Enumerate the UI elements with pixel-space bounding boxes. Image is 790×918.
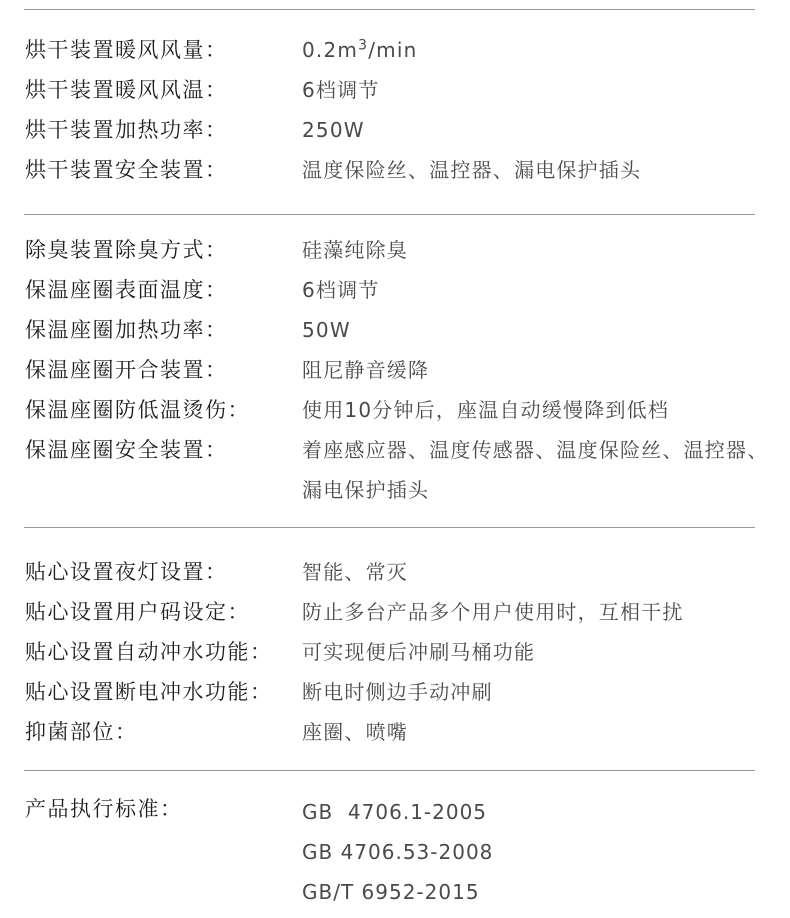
spec-row-seat-temperature xyxy=(0,270,790,310)
spec-value: 智能、常灭 xyxy=(302,560,408,584)
spec-value-superscript: 3 xyxy=(358,37,369,54)
spec-row-deodorize-method xyxy=(0,230,790,270)
standard-item: GB 4706.1-2005 xyxy=(302,800,488,824)
spec-label: 贴心设置夜灯设置： xyxy=(25,560,228,584)
spec-row-drying-power xyxy=(0,110,790,150)
spec-value: 6档调节 xyxy=(302,78,380,102)
spec-row-night-light xyxy=(0,552,790,592)
spec-value: 阻尼静音缓降 xyxy=(302,358,430,382)
spec-row-drying-airflow xyxy=(0,30,790,70)
spec-row-standards xyxy=(0,789,790,909)
spec-label: 保温座圈加热功率： xyxy=(25,318,228,342)
standard-item: GB/T 6952-2015 xyxy=(302,880,480,904)
spec-label: 贴心设置自动冲水功能： xyxy=(25,640,273,664)
spec-label: 贴心设置断电冲水功能： xyxy=(25,680,273,704)
section-divider-1 xyxy=(24,214,755,215)
spec-row-user-code xyxy=(0,592,790,632)
spec-label: 产品执行标准： xyxy=(25,797,183,821)
spec-label: 贴心设置用户码设定： xyxy=(25,600,250,624)
spec-value-main: 0.2m xyxy=(302,38,359,62)
section-divider-top xyxy=(24,9,755,10)
spec-label: 烘干装置暖风风量： xyxy=(25,38,228,62)
standard-item: GB 4706.53-2008 xyxy=(302,840,494,864)
section-divider-3 xyxy=(24,770,755,771)
spec-value: 断电时侧边手动冲刷 xyxy=(302,680,493,704)
spec-label: 保温座圈防低温烫伤： xyxy=(25,398,250,422)
spec-row-drying-temperature xyxy=(0,70,790,110)
spec-value: 50W xyxy=(302,318,351,342)
spec-row-drying-safety xyxy=(0,150,790,190)
spec-row-seat-power xyxy=(0,310,790,350)
spec-label: 除臭装置除臭方式： xyxy=(25,238,228,262)
spec-label: 保温座圈开合装置： xyxy=(25,358,228,382)
spec-value: 着座感应器、温度传感器、温度保险丝、温控器、漏电保护插头 xyxy=(302,438,769,502)
spec-row-auto-flush xyxy=(0,632,790,672)
section-divider-2 xyxy=(24,527,755,528)
spec-value: 硅藻纯除臭 xyxy=(302,238,408,262)
spec-value: 250W xyxy=(302,118,365,142)
spec-value: 防止多台产品多个用户使用时，互相干扰 xyxy=(302,600,684,624)
spec-value xyxy=(302,30,772,70)
spec-label: 烘干装置安全装置： xyxy=(25,158,228,182)
spec-label: 烘干装置加热功率： xyxy=(25,118,228,142)
spec-row-seat-safety xyxy=(0,430,790,510)
spec-row-power-off-flush xyxy=(0,672,790,712)
spec-label: 抑菌部位： xyxy=(25,720,138,744)
spec-value-unit: /min xyxy=(368,38,418,62)
spec-label: 保温座圈安全装置： xyxy=(25,438,228,462)
spec-value: 6档调节 xyxy=(302,278,380,302)
spec-label: 保温座圈表面温度： xyxy=(25,278,228,302)
spec-row-antibacterial-parts xyxy=(0,712,790,752)
spec-label: 烘干装置暖风风温： xyxy=(25,78,228,102)
spec-value: 使用10分钟后，座温自动缓慢降到低档 xyxy=(302,398,670,422)
spec-row-seat-closing xyxy=(0,350,790,390)
spec-value: 座圈、喷嘴 xyxy=(302,720,408,744)
spec-row-seat-burn-protection xyxy=(0,390,790,430)
spec-value: 可实现便后冲刷马桶功能 xyxy=(302,640,536,664)
spec-value: 温度保险丝、温控器、漏电保护插头 xyxy=(302,158,642,182)
